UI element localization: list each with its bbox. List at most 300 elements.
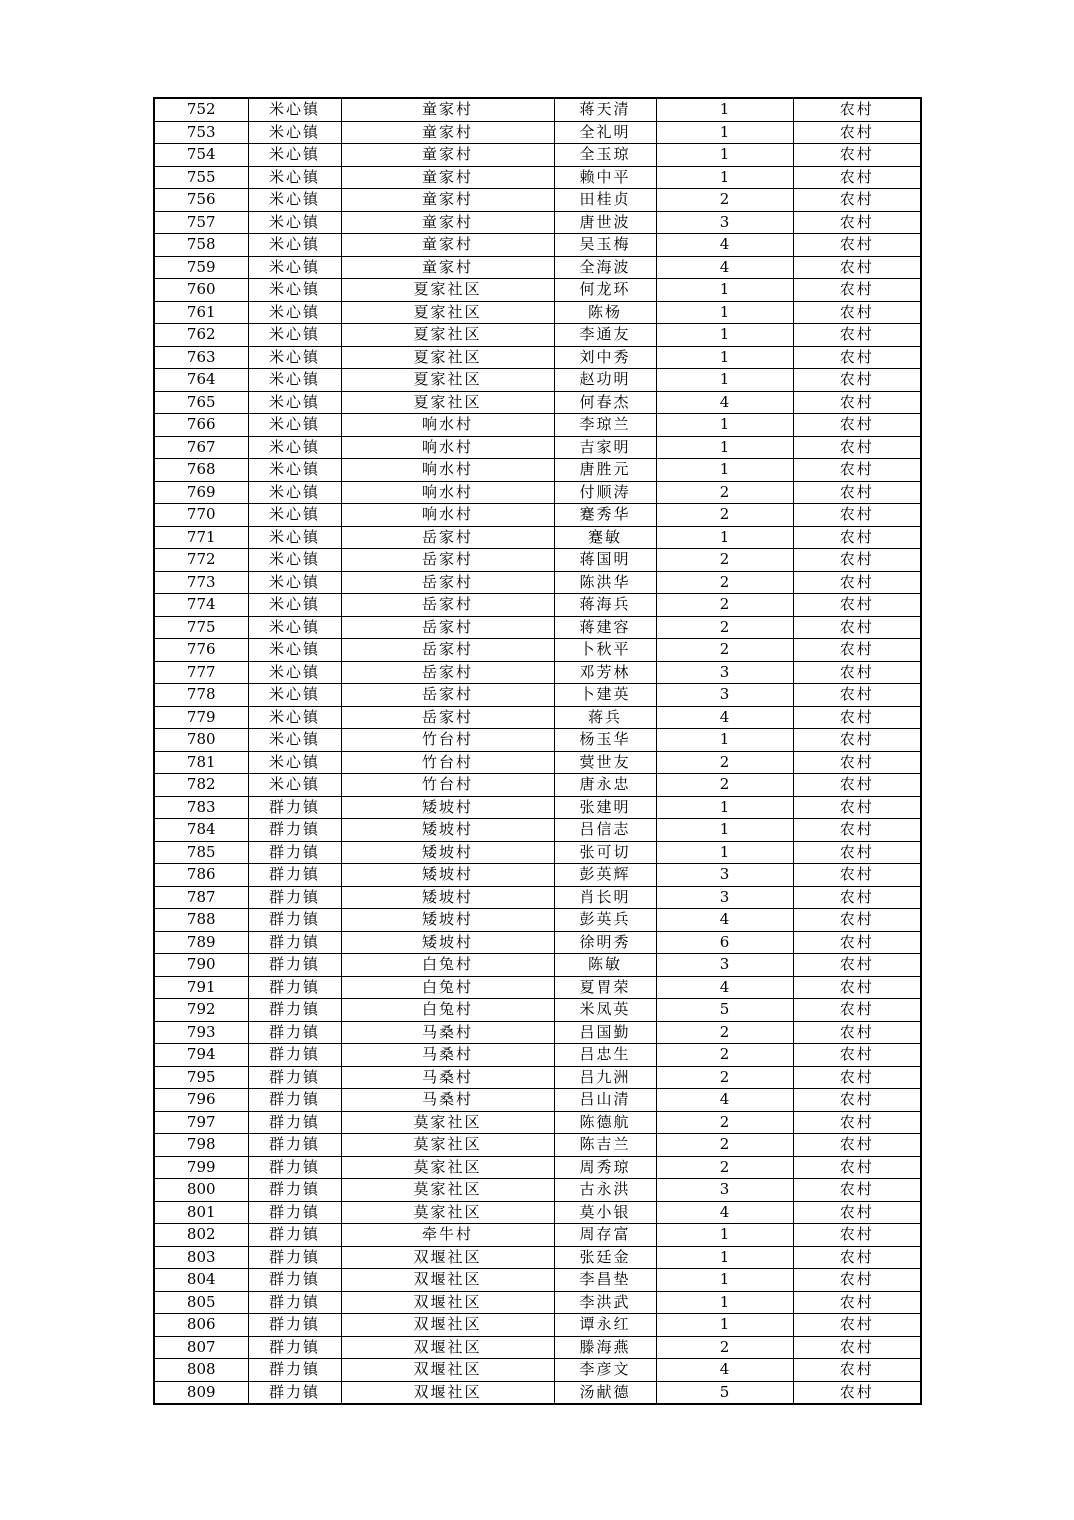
row-number-cell: 797 (154, 1111, 248, 1134)
village-cell: 马桑村 (341, 1066, 554, 1089)
category-cell: 农村 (793, 481, 921, 504)
row-number-cell: 755 (154, 166, 248, 189)
row-number-cell: 792 (154, 999, 248, 1022)
name-cell: 唐永忠 (554, 774, 656, 797)
table-row (154, 414, 921, 437)
table-row (154, 1066, 921, 1089)
category-cell: 农村 (793, 1291, 921, 1314)
category-cell: 农村 (793, 616, 921, 639)
table-row (154, 526, 921, 549)
town-cell: 群力镇 (248, 976, 341, 999)
category-cell: 农村 (793, 661, 921, 684)
table-row (154, 729, 921, 752)
name-cell: 李昌垫 (554, 1269, 656, 1292)
village-cell: 矮坡村 (341, 796, 554, 819)
town-cell: 群力镇 (248, 1111, 341, 1134)
town-cell: 米心镇 (248, 504, 341, 527)
category-cell: 农村 (793, 999, 921, 1022)
village-cell: 岳家村 (341, 594, 554, 617)
count-cell: 1 (656, 1314, 793, 1337)
category-cell: 农村 (793, 931, 921, 954)
count-cell: 4 (656, 1201, 793, 1224)
category-cell: 农村 (793, 211, 921, 234)
category-cell: 农村 (793, 459, 921, 482)
village-cell: 童家村 (341, 189, 554, 212)
category-cell: 农村 (793, 369, 921, 392)
village-cell: 莫家社区 (341, 1134, 554, 1157)
town-cell: 群力镇 (248, 1381, 341, 1404)
name-cell: 滕海燕 (554, 1336, 656, 1359)
name-cell: 吕山清 (554, 1089, 656, 1112)
category-cell: 农村 (793, 976, 921, 999)
town-cell: 米心镇 (248, 369, 341, 392)
village-cell: 岳家村 (341, 616, 554, 639)
row-number-cell: 801 (154, 1201, 248, 1224)
count-cell: 1 (656, 1224, 793, 1247)
town-cell: 群力镇 (248, 999, 341, 1022)
row-number-cell: 784 (154, 819, 248, 842)
town-cell: 米心镇 (248, 414, 341, 437)
count-cell: 1 (656, 819, 793, 842)
town-cell: 群力镇 (248, 931, 341, 954)
village-cell: 双堰社区 (341, 1314, 554, 1337)
name-cell: 李彦文 (554, 1359, 656, 1382)
category-cell: 农村 (793, 234, 921, 257)
row-number-cell: 786 (154, 864, 248, 887)
category-cell: 农村 (793, 1269, 921, 1292)
count-cell: 2 (656, 571, 793, 594)
category-cell: 农村 (793, 346, 921, 369)
town-cell: 群力镇 (248, 1269, 341, 1292)
town-cell: 米心镇 (248, 526, 341, 549)
category-cell: 农村 (793, 1381, 921, 1404)
roster-table (153, 97, 922, 1405)
row-number-cell: 754 (154, 144, 248, 167)
town-cell: 群力镇 (248, 1021, 341, 1044)
count-cell: 3 (656, 211, 793, 234)
row-number-cell: 787 (154, 886, 248, 909)
row-number-cell: 780 (154, 729, 248, 752)
name-cell: 杨玉华 (554, 729, 656, 752)
row-number-cell: 800 (154, 1179, 248, 1202)
category-cell: 农村 (793, 1359, 921, 1382)
town-cell: 米心镇 (248, 189, 341, 212)
town-cell: 米心镇 (248, 144, 341, 167)
count-cell: 4 (656, 1089, 793, 1112)
town-cell: 米心镇 (248, 684, 341, 707)
name-cell: 何春杰 (554, 391, 656, 414)
count-cell: 1 (656, 346, 793, 369)
name-cell: 陈洪华 (554, 571, 656, 594)
village-cell: 白兔村 (341, 954, 554, 977)
table-row (154, 909, 921, 932)
row-number-cell: 781 (154, 751, 248, 774)
table-row (154, 98, 921, 121)
table-row (154, 616, 921, 639)
row-number-cell: 793 (154, 1021, 248, 1044)
row-number-cell: 789 (154, 931, 248, 954)
row-number-cell: 778 (154, 684, 248, 707)
category-cell: 农村 (793, 436, 921, 459)
row-number-cell: 760 (154, 279, 248, 302)
village-cell: 童家村 (341, 98, 554, 121)
count-cell: 5 (656, 999, 793, 1022)
row-number-cell: 771 (154, 526, 248, 549)
town-cell: 米心镇 (248, 594, 341, 617)
row-number-cell: 795 (154, 1066, 248, 1089)
category-cell: 农村 (793, 729, 921, 752)
count-cell: 2 (656, 751, 793, 774)
name-cell: 陈德航 (554, 1111, 656, 1134)
row-number-cell: 769 (154, 481, 248, 504)
village-cell: 双堰社区 (341, 1269, 554, 1292)
name-cell: 吕忠生 (554, 1044, 656, 1067)
row-number-cell: 765 (154, 391, 248, 414)
category-cell: 农村 (793, 504, 921, 527)
village-cell: 岳家村 (341, 684, 554, 707)
table-row (154, 571, 921, 594)
row-number-cell: 798 (154, 1134, 248, 1157)
row-number-cell: 764 (154, 369, 248, 392)
category-cell: 农村 (793, 571, 921, 594)
village-cell: 矮坡村 (341, 931, 554, 954)
village-cell: 夏家社区 (341, 279, 554, 302)
row-number-cell: 772 (154, 549, 248, 572)
category-cell: 农村 (793, 1021, 921, 1044)
town-cell: 群力镇 (248, 1246, 341, 1269)
row-number-cell: 753 (154, 121, 248, 144)
name-cell: 莫小银 (554, 1201, 656, 1224)
row-number-cell: 768 (154, 459, 248, 482)
table-row (154, 684, 921, 707)
table-row (154, 819, 921, 842)
table-row (154, 1359, 921, 1382)
row-number-cell: 796 (154, 1089, 248, 1112)
village-cell: 竹台村 (341, 774, 554, 797)
category-cell: 农村 (793, 886, 921, 909)
village-cell: 岳家村 (341, 526, 554, 549)
category-cell: 农村 (793, 819, 921, 842)
village-cell: 双堰社区 (341, 1381, 554, 1404)
town-cell: 米心镇 (248, 571, 341, 594)
category-cell: 农村 (793, 414, 921, 437)
village-cell: 莫家社区 (341, 1179, 554, 1202)
town-cell: 米心镇 (248, 459, 341, 482)
village-cell: 马桑村 (341, 1089, 554, 1112)
category-cell: 农村 (793, 594, 921, 617)
count-cell: 2 (656, 1111, 793, 1134)
town-cell: 群力镇 (248, 1224, 341, 1247)
table-row (154, 1201, 921, 1224)
town-cell: 群力镇 (248, 1359, 341, 1382)
name-cell: 唐世波 (554, 211, 656, 234)
category-cell: 农村 (793, 391, 921, 414)
name-cell: 周秀琼 (554, 1156, 656, 1179)
table-row (154, 1291, 921, 1314)
row-number-cell: 770 (154, 504, 248, 527)
town-cell: 米心镇 (248, 324, 341, 347)
count-cell: 4 (656, 391, 793, 414)
count-cell: 4 (656, 976, 793, 999)
table-row (154, 391, 921, 414)
count-cell: 3 (656, 954, 793, 977)
name-cell: 彭英兵 (554, 909, 656, 932)
name-cell: 陈敏 (554, 954, 656, 977)
row-number-cell: 773 (154, 571, 248, 594)
town-cell: 米心镇 (248, 166, 341, 189)
name-cell: 米凤英 (554, 999, 656, 1022)
row-number-cell: 757 (154, 211, 248, 234)
count-cell: 2 (656, 1066, 793, 1089)
village-cell: 夏家社区 (341, 369, 554, 392)
table-row (154, 166, 921, 189)
name-cell: 刘中秀 (554, 346, 656, 369)
table-row (154, 234, 921, 257)
row-number-cell: 799 (154, 1156, 248, 1179)
category-cell: 农村 (793, 751, 921, 774)
table-row (154, 1111, 921, 1134)
name-cell: 赖中平 (554, 166, 656, 189)
village-cell: 岳家村 (341, 706, 554, 729)
row-number-cell: 809 (154, 1381, 248, 1404)
count-cell: 1 (656, 414, 793, 437)
town-cell: 米心镇 (248, 549, 341, 572)
category-cell: 农村 (793, 1066, 921, 1089)
village-cell: 莫家社区 (341, 1156, 554, 1179)
category-cell: 农村 (793, 189, 921, 212)
category-cell: 农村 (793, 864, 921, 887)
count-cell: 4 (656, 256, 793, 279)
name-cell: 李通友 (554, 324, 656, 347)
name-cell: 谭永红 (554, 1314, 656, 1337)
table-row (154, 864, 921, 887)
row-number-cell: 766 (154, 414, 248, 437)
village-cell: 夏家社区 (341, 346, 554, 369)
category-cell: 农村 (793, 279, 921, 302)
name-cell: 蒋建容 (554, 616, 656, 639)
table-row (154, 1021, 921, 1044)
village-cell: 响水村 (341, 504, 554, 527)
row-number-cell: 779 (154, 706, 248, 729)
category-cell: 农村 (793, 121, 921, 144)
category-cell: 农村 (793, 1224, 921, 1247)
category-cell: 农村 (793, 144, 921, 167)
count-cell: 3 (656, 886, 793, 909)
name-cell: 夏胃荣 (554, 976, 656, 999)
village-cell: 夏家社区 (341, 391, 554, 414)
town-cell: 米心镇 (248, 279, 341, 302)
row-number-cell: 752 (154, 98, 248, 121)
count-cell: 6 (656, 931, 793, 954)
name-cell: 周存富 (554, 1224, 656, 1247)
name-cell: 张建明 (554, 796, 656, 819)
table-row (154, 436, 921, 459)
village-cell: 白兔村 (341, 999, 554, 1022)
village-cell: 牵牛村 (341, 1224, 554, 1247)
name-cell: 张可切 (554, 841, 656, 864)
count-cell: 2 (656, 481, 793, 504)
village-cell: 童家村 (341, 121, 554, 144)
count-cell: 3 (656, 684, 793, 707)
row-number-cell: 788 (154, 909, 248, 932)
row-number-cell: 782 (154, 774, 248, 797)
count-cell: 1 (656, 1269, 793, 1292)
town-cell: 群力镇 (248, 1066, 341, 1089)
row-number-cell: 794 (154, 1044, 248, 1067)
category-cell: 农村 (793, 706, 921, 729)
name-cell: 李洪武 (554, 1291, 656, 1314)
count-cell: 1 (656, 324, 793, 347)
town-cell: 群力镇 (248, 796, 341, 819)
name-cell: 赵功明 (554, 369, 656, 392)
category-cell: 农村 (793, 1044, 921, 1067)
name-cell: 蒋国明 (554, 549, 656, 572)
town-cell: 群力镇 (248, 1291, 341, 1314)
village-cell: 双堰社区 (341, 1291, 554, 1314)
count-cell: 1 (656, 841, 793, 864)
name-cell: 汤献德 (554, 1381, 656, 1404)
count-cell: 2 (656, 549, 793, 572)
count-cell: 2 (656, 639, 793, 662)
name-cell: 肖长明 (554, 886, 656, 909)
roster-table-body (154, 98, 921, 1404)
village-cell: 矮坡村 (341, 886, 554, 909)
table-row (154, 796, 921, 819)
town-cell: 米心镇 (248, 616, 341, 639)
name-cell: 卜秋平 (554, 639, 656, 662)
village-cell: 岳家村 (341, 549, 554, 572)
table-row (154, 886, 921, 909)
count-cell: 4 (656, 909, 793, 932)
name-cell: 吕国勤 (554, 1021, 656, 1044)
table-row (154, 1089, 921, 1112)
village-cell: 响水村 (341, 436, 554, 459)
category-cell: 农村 (793, 841, 921, 864)
table-row (154, 346, 921, 369)
town-cell: 米心镇 (248, 436, 341, 459)
town-cell: 米心镇 (248, 639, 341, 662)
name-cell: 全海波 (554, 256, 656, 279)
category-cell: 农村 (793, 796, 921, 819)
category-cell: 农村 (793, 301, 921, 324)
table-row (154, 1246, 921, 1269)
category-cell: 农村 (793, 684, 921, 707)
town-cell: 米心镇 (248, 481, 341, 504)
village-cell: 双堰社区 (341, 1359, 554, 1382)
village-cell: 童家村 (341, 144, 554, 167)
table-row (154, 481, 921, 504)
table-row (154, 976, 921, 999)
name-cell: 陈吉兰 (554, 1134, 656, 1157)
count-cell: 2 (656, 594, 793, 617)
count-cell: 4 (656, 1359, 793, 1382)
table-row (154, 189, 921, 212)
count-cell: 1 (656, 526, 793, 549)
town-cell: 群力镇 (248, 1336, 341, 1359)
table-row (154, 504, 921, 527)
category-cell: 农村 (793, 166, 921, 189)
name-cell: 吕九洲 (554, 1066, 656, 1089)
table-row (154, 1134, 921, 1157)
count-cell: 1 (656, 369, 793, 392)
name-cell: 蒋天清 (554, 98, 656, 121)
town-cell: 米心镇 (248, 729, 341, 752)
name-cell: 吴玉梅 (554, 234, 656, 257)
row-number-cell: 785 (154, 841, 248, 864)
village-cell: 岳家村 (341, 639, 554, 662)
village-cell: 响水村 (341, 481, 554, 504)
town-cell: 米心镇 (248, 661, 341, 684)
town-cell: 米心镇 (248, 346, 341, 369)
row-number-cell: 762 (154, 324, 248, 347)
table-row (154, 841, 921, 864)
category-cell: 农村 (793, 1156, 921, 1179)
town-cell: 群力镇 (248, 841, 341, 864)
village-cell: 响水村 (341, 414, 554, 437)
count-cell: 2 (656, 616, 793, 639)
town-cell: 米心镇 (248, 391, 341, 414)
count-cell: 3 (656, 661, 793, 684)
name-cell: 全礼明 (554, 121, 656, 144)
category-cell: 农村 (793, 1336, 921, 1359)
count-cell: 5 (656, 1381, 793, 1404)
name-cell: 徐明秀 (554, 931, 656, 954)
village-cell: 白兔村 (341, 976, 554, 999)
table-row (154, 999, 921, 1022)
table-row (154, 549, 921, 572)
count-cell: 1 (656, 166, 793, 189)
village-cell: 响水村 (341, 459, 554, 482)
row-number-cell: 808 (154, 1359, 248, 1382)
row-number-cell: 756 (154, 189, 248, 212)
table-row (154, 1224, 921, 1247)
town-cell: 群力镇 (248, 1134, 341, 1157)
name-cell: 田桂贞 (554, 189, 656, 212)
category-cell: 农村 (793, 1089, 921, 1112)
table-row (154, 279, 921, 302)
table-row (154, 369, 921, 392)
category-cell: 农村 (793, 1314, 921, 1337)
row-number-cell: 759 (154, 256, 248, 279)
town-cell: 米心镇 (248, 774, 341, 797)
table-row (154, 1381, 921, 1404)
table-row (154, 1179, 921, 1202)
table-row (154, 751, 921, 774)
name-cell: 付顺涛 (554, 481, 656, 504)
village-cell: 竹台村 (341, 729, 554, 752)
category-cell: 农村 (793, 954, 921, 977)
count-cell: 1 (656, 729, 793, 752)
count-cell: 2 (656, 1156, 793, 1179)
village-cell: 童家村 (341, 166, 554, 189)
row-number-cell: 802 (154, 1224, 248, 1247)
category-cell: 农村 (793, 639, 921, 662)
village-cell: 马桑村 (341, 1044, 554, 1067)
town-cell: 群力镇 (248, 1179, 341, 1202)
row-number-cell: 776 (154, 639, 248, 662)
name-cell: 全玉琼 (554, 144, 656, 167)
town-cell: 群力镇 (248, 954, 341, 977)
name-cell: 彭英辉 (554, 864, 656, 887)
count-cell: 2 (656, 1021, 793, 1044)
row-number-cell: 804 (154, 1269, 248, 1292)
row-number-cell: 777 (154, 661, 248, 684)
row-number-cell: 803 (154, 1246, 248, 1269)
name-cell: 张廷金 (554, 1246, 656, 1269)
table-row (154, 211, 921, 234)
village-cell: 双堰社区 (341, 1336, 554, 1359)
category-cell: 农村 (793, 1201, 921, 1224)
